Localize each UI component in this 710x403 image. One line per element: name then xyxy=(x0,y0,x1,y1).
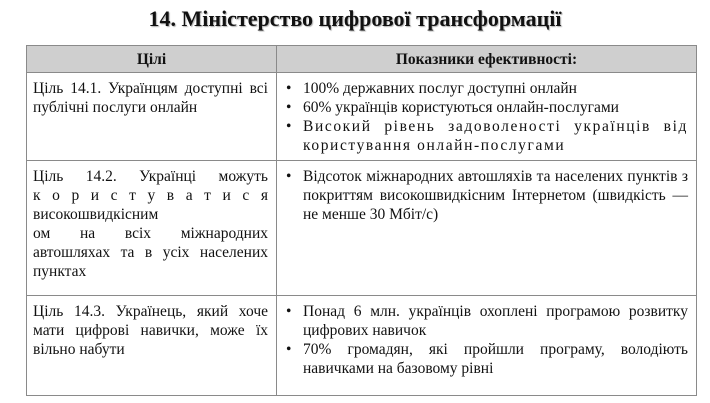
goal-line: к о р и с т у в а т и с я xyxy=(33,187,268,204)
indicator-item: • 60% українців користуються онлайн-послугами xyxy=(283,98,688,117)
indicator-item: • Високий рівень задоволеності українців від користування онлайн-послугами xyxy=(283,117,688,155)
indicator-item: • 100% державних послуг доступні онлайн xyxy=(283,79,688,98)
header-goals: Цілі xyxy=(27,46,277,73)
indicators-cell xyxy=(277,73,697,161)
indicators-cell xyxy=(277,296,697,396)
goal-cell xyxy=(27,73,277,161)
table-row xyxy=(27,161,697,296)
goal-line: Ціль 14.2. Українці можуть xyxy=(33,168,268,185)
goal-line: ом на всіх міжнародних xyxy=(33,225,268,242)
indicator-item: • Відсоток міжнародних автошляхів та населених пунктів з покриттям високошвидкісним Інтернетом (швидкість — не менше 30 Мбіт/с) xyxy=(283,167,688,224)
header-indicators: Показники ефективності: xyxy=(277,46,697,73)
goal-cell xyxy=(27,296,277,396)
indicator-list xyxy=(283,302,688,378)
indicator-item: • Понад 6 млн. українців охоплені програмою розвитку цифрових навичок xyxy=(283,302,688,340)
title-text: 14. Міністерство цифрової трансформації xyxy=(148,6,562,31)
indicator-item: • 70% громадян, які пройшли програму, володіють навичками на базовому рівні xyxy=(283,340,688,378)
table-row xyxy=(27,296,697,396)
table-row xyxy=(27,73,697,161)
indicator-list xyxy=(283,167,688,224)
page-title xyxy=(0,6,710,32)
indicator-list xyxy=(283,79,688,155)
goals-table xyxy=(26,45,697,396)
goal-cell xyxy=(27,161,277,296)
goal-line: високошвидкісним xyxy=(33,206,159,223)
goal-text: Ціль 14.3. Українець, який хоче мати цифрові навички, може їх вільно набути xyxy=(33,303,268,358)
indicators-cell xyxy=(277,161,697,296)
table-header-row xyxy=(27,46,697,73)
goal-text: Ціль 14.1. Українцям доступні всі публічні послуги онлайн xyxy=(33,80,268,116)
goal-line: автошляхах та в усіх населених пунктах xyxy=(33,244,268,280)
